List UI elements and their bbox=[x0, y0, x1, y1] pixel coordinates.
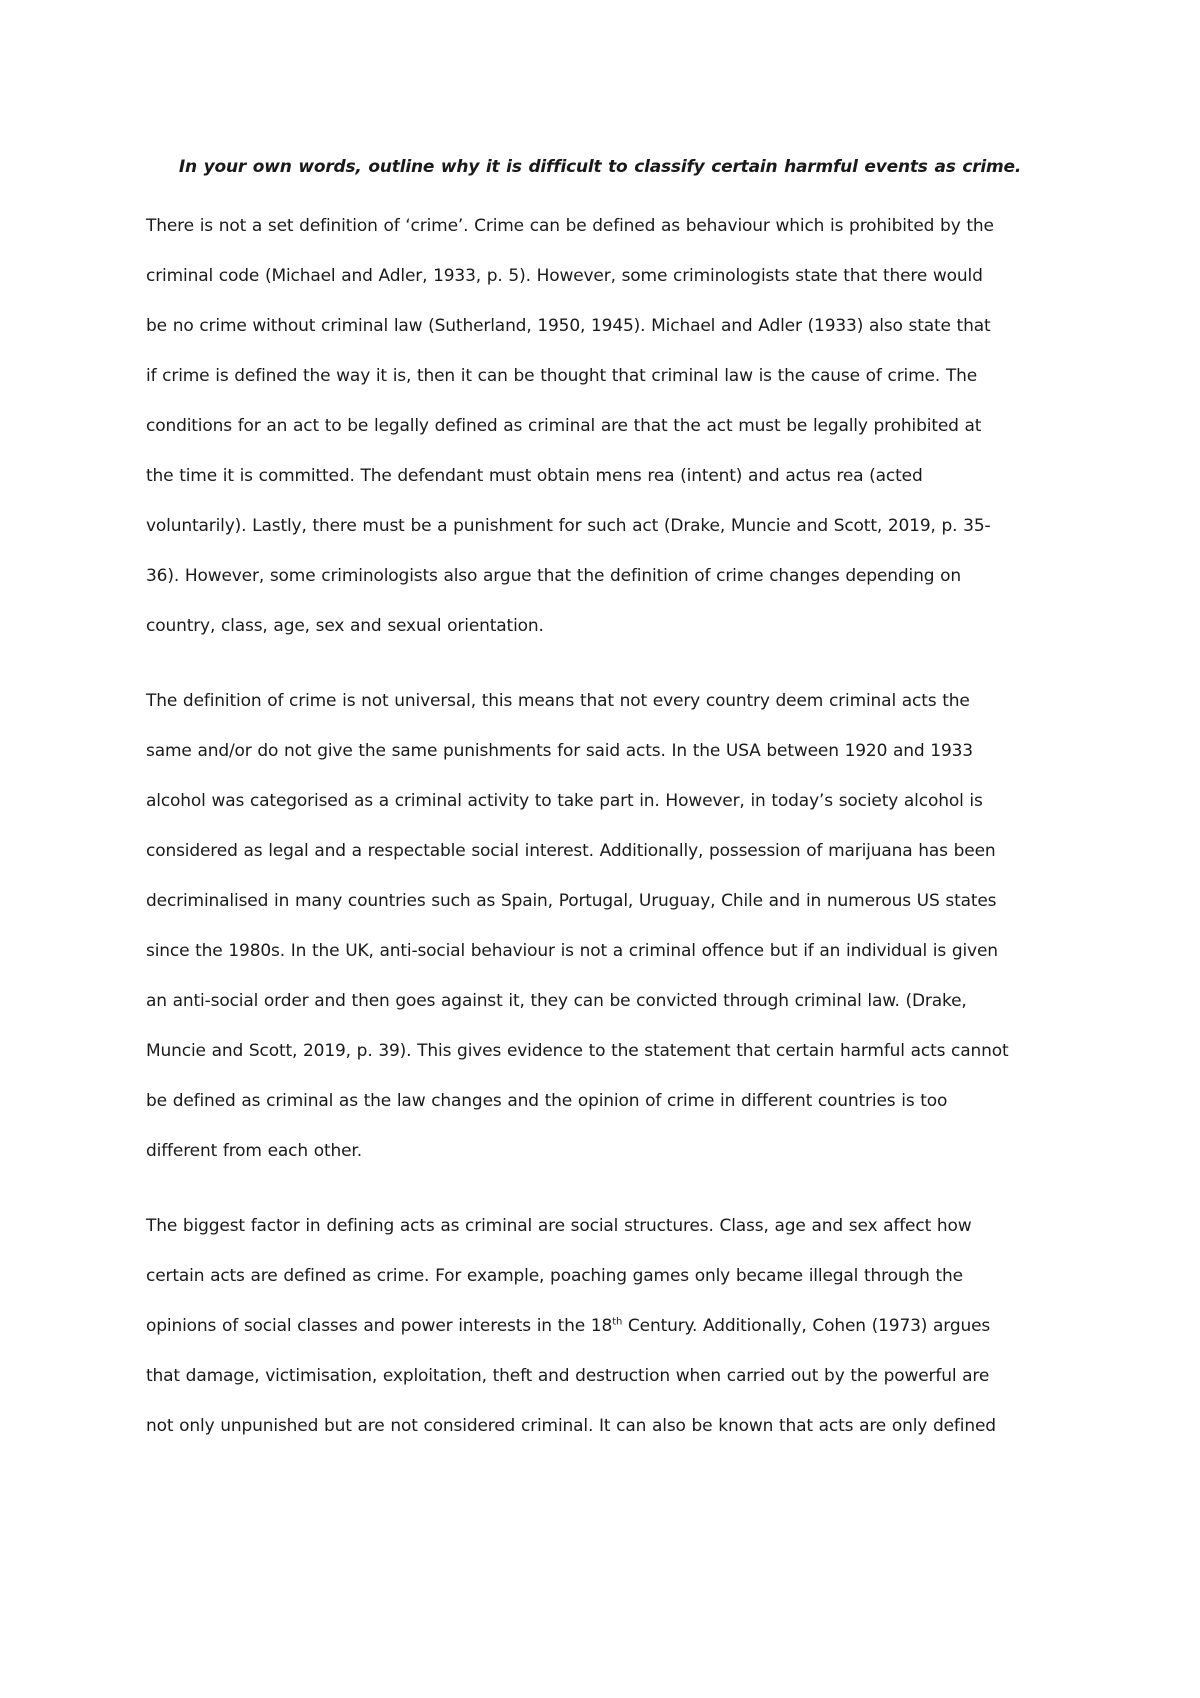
paragraph-1-line-3: be no crime without criminal law (Sutherland, 1950, 1945). Michael and Adler (1933) also state that bbox=[146, 316, 991, 336]
paragraph-2-line-1: The definition of crime is not universal, this means that not every country deem criminal acts the bbox=[146, 691, 970, 711]
paragraph-2-line-9: be defined as criminal as the law changes and the opinion of crime in different countries is too bbox=[146, 1091, 948, 1111]
paragraph-1-line-6: the time it is committed. The defendant must obtain mens rea (intent) and actus rea (acted bbox=[146, 466, 923, 486]
paragraph-2-line-6: since the 1980s. In the UK, anti-social behaviour is not a criminal offence but if an individual is given bbox=[146, 941, 998, 961]
paragraph-1-line-8: 36). However, some criminologists also argue that the definition of crime changes depending on bbox=[146, 566, 961, 586]
paragraph-3-line-2: certain acts are defined as crime. For example, poaching games only became illegal through the bbox=[146, 1266, 963, 1286]
paragraph-3-line-3 bbox=[146, 1315, 990, 1337]
paragraph-3-line-3-before: opinions of social classes and power interests in the 18 bbox=[146, 1316, 613, 1336]
ordinal-suffix: th bbox=[612, 1316, 623, 1328]
paragraph-3-line-3-after: Century. Additionally, Cohen (1973) argues bbox=[622, 1316, 991, 1336]
paragraph-3-line-1: The biggest factor in defining acts as criminal are social structures. Class, age and sex affect how bbox=[146, 1216, 972, 1236]
paragraph-2-line-8: Muncie and Scott, 2019, p. 39). This gives evidence to the statement that certain harmful acts cannot bbox=[146, 1041, 1009, 1061]
paragraph-2-line-2: same and/or do not give the same punishments for said acts. In the USA between 1920 and 1933 bbox=[146, 741, 973, 761]
paragraph-1-line-5: conditions for an act to be legally defined as criminal are that the act must be legally prohibited at bbox=[146, 416, 982, 436]
paragraph-1-line-9: country, class, age, sex and sexual orientation. bbox=[146, 616, 544, 636]
paragraph-2-line-7: an anti-social order and then goes against it, they can be convicted through criminal law. (Drake, bbox=[146, 991, 967, 1011]
paragraph-2-line-3: alcohol was categorised as a criminal activity to take part in. However, in today’s society alcohol is bbox=[146, 791, 983, 811]
paragraph-1-line-2: criminal code (Michael and Adler, 1933, p. 5). However, some criminologists state that there would bbox=[146, 266, 983, 286]
paragraph-1-line-4: if crime is defined the way it is, then it can be thought that criminal law is the cause of crime. The bbox=[146, 366, 978, 386]
paragraph-3-line-4: that damage, victimisation, exploitation, theft and destruction when carried out by the powerful are bbox=[146, 1366, 990, 1386]
paragraph-3-line-5: not only unpunished but are not considered criminal. It can also be known that acts are only defined bbox=[146, 1416, 996, 1436]
paragraph-1-line-1: There is not a set definition of ‘crime’. Crime can be defined as behaviour which is prohibited by the bbox=[146, 216, 994, 236]
paragraph-1-line-7: voluntarily). Lastly, there must be a punishment for such act (Drake, Muncie and Scott, 2019, p. 35- bbox=[146, 516, 991, 536]
paragraph-2-line-4: considered as legal and a respectable social interest. Additionally, possession of marijuana has been bbox=[146, 841, 996, 861]
paragraph-2-line-10: different from each other. bbox=[146, 1141, 362, 1161]
document-title: In your own words, outline why it is difficult to classify certain harmful events as crime. bbox=[178, 157, 1022, 177]
paragraph-2-line-5: decriminalised in many countries such as Spain, Portugal, Uruguay, Chile and in numerous US states bbox=[146, 891, 997, 911]
